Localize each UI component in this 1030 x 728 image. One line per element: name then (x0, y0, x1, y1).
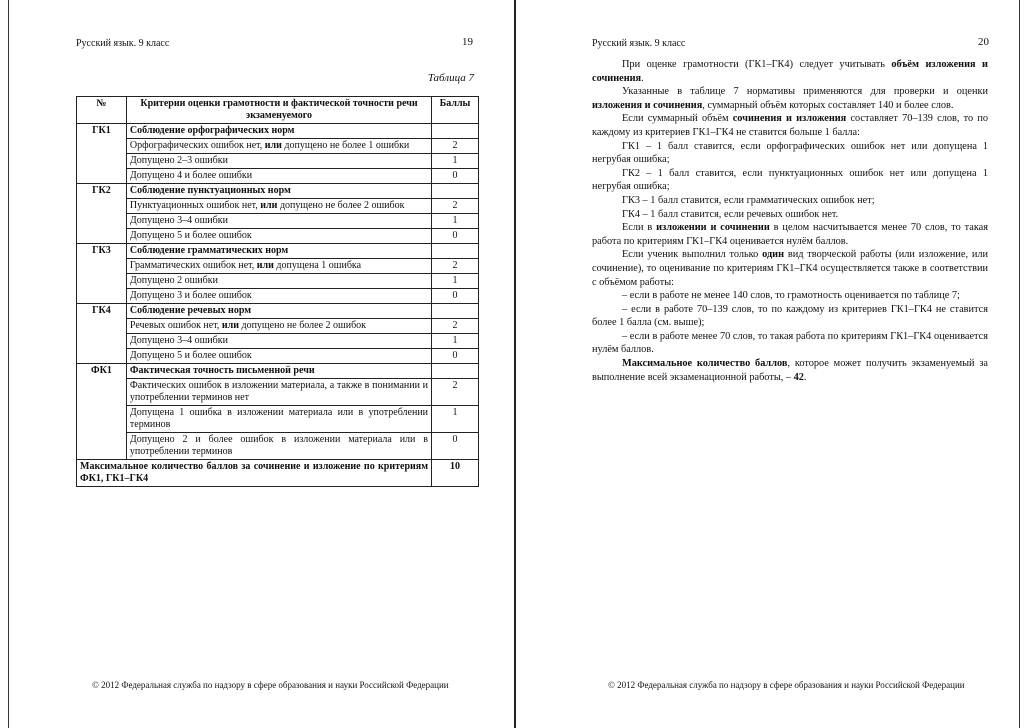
criterion-title: Соблюдение пунктуационных норм (126, 184, 431, 199)
criterion-description (126, 334, 431, 349)
score-cell: 0 (432, 349, 479, 364)
text: , которое может получить экзаменуемый за выполнение всей экзаменационной работы, – (592, 358, 989, 383)
text: Если ученик выполнил только (622, 249, 763, 261)
keyword: или (260, 200, 278, 211)
criterion-title: Соблюдение грамматических норм (126, 244, 431, 259)
score-cell: 1 (432, 406, 479, 433)
score-cell: 0 (432, 433, 479, 460)
paragraph (592, 58, 988, 85)
text: допущено не более 1 ошибки (281, 140, 410, 151)
criterion-row (77, 304, 479, 319)
criterion-code: ФК1 (77, 364, 127, 460)
table-row (77, 406, 479, 433)
total-score: 10 (432, 460, 479, 487)
criterion-row (77, 184, 479, 199)
score-cell: 1 (432, 334, 479, 349)
text: Орфографических ошибок нет, (129, 140, 265, 151)
text: допущено не более 2 ошибок (238, 320, 367, 331)
grading-notes (592, 58, 988, 384)
page-border (1019, 0, 1020, 728)
table-row (77, 433, 479, 460)
criterion-description (126, 139, 431, 154)
criterion-description (126, 154, 431, 169)
paragraph (592, 221, 988, 248)
score-cell: 2 (432, 139, 479, 154)
criterion-title: Фактическая точность письменной речи (126, 364, 431, 379)
criterion-row (77, 364, 479, 379)
empty-cell (432, 244, 479, 259)
criterion-description (126, 433, 431, 460)
criterion-description (126, 274, 431, 289)
score-cell: 1 (432, 214, 479, 229)
empty-cell (432, 304, 479, 319)
text: Допущено 4 и более ошибки (129, 170, 253, 181)
score-cell: 2 (432, 259, 479, 274)
table-row (77, 334, 479, 349)
table-row (77, 289, 479, 304)
paragraph (592, 112, 988, 139)
score-cell: 0 (432, 169, 479, 184)
paragraph (592, 85, 988, 112)
text: , суммарный объём которых составляет 140 и более слов. (702, 99, 954, 111)
col-header-criteria: Критерии оценки грамотности и фактической точности речи экзаменуемого (126, 97, 431, 124)
text: Фактических ошибок в изложении материала, а также в понимании и употреблении терминов нет (129, 380, 429, 403)
col-header-number: № (77, 97, 127, 124)
text: Грамматических ошибок нет, (129, 260, 257, 271)
text: Указанные в таблице 7 нормативы применяются для проверки и оценки (622, 86, 988, 98)
rule-gk4: ГК4 – 1 балл ставится, если речевых ошибок нет. (622, 208, 839, 220)
table-caption: Таблица 7 (427, 72, 474, 84)
page-border (8, 0, 9, 728)
score-cell: 0 (432, 289, 479, 304)
criterion-description (126, 229, 431, 244)
text: Допущено 3 и более ошибок (129, 290, 252, 301)
text: в целом насчитывается менее 70 слов, то такая работа по критериям ГК1–ГК4 оценивается нулём баллов. (592, 222, 988, 247)
text: Если суммарный объём (622, 113, 733, 125)
criterion-title: Соблюдение орфографических норм (126, 124, 431, 139)
rule-gk2: ГК2 – 1 балл ставится, если пунктуационных ошибок нет или допущена 1 негрубая ошибка; (592, 167, 988, 193)
left-page (0, 0, 514, 728)
empty-cell (432, 364, 479, 379)
table-row (77, 259, 479, 274)
list-item: – если в работе 70–139 слов, то по каждому из критериев ГК1–ГК4 не ставится более 1 балла (см. выше); (592, 303, 988, 329)
page-number: 20 (978, 36, 989, 48)
text: . (641, 72, 644, 84)
criterion-row (77, 244, 479, 259)
table-row (77, 274, 479, 289)
criterion-title: Соблюдение речевых норм (126, 304, 431, 319)
criterion-code: ГК3 (77, 244, 127, 304)
text: Допущено 2 и более ошибок в изложении материала или в употреблении терминов (129, 434, 429, 457)
emphasis: Максимальное количество баллов (622, 358, 788, 370)
table-row (77, 139, 479, 154)
page-number: 19 (462, 36, 473, 48)
emphasis: изложении и сочинении (656, 222, 770, 234)
score-cell: 2 (432, 379, 479, 406)
text: Допущено 2–3 ошибки (129, 155, 228, 166)
text: Речевых ошибок нет, (129, 320, 222, 331)
rule-gk3: ГК3 – 1 балл ставится, если грамматических ошибок нет; (622, 194, 875, 206)
criterion-code: ГК1 (77, 124, 127, 184)
text: допущено не более 2 ошибок (277, 200, 405, 211)
list-item: – если в работе менее 70 слов, то такая работа по критериям ГК1–ГК4 оценивается нулём баллов. (592, 330, 988, 356)
text: . (803, 371, 807, 383)
criterion-row (77, 124, 479, 139)
text: Если в (622, 222, 657, 234)
copyright-footer: © 2012 Федеральная служба по надзору в сфере образования и науки Российской Федерации (608, 680, 965, 690)
keyword: или (221, 320, 239, 331)
text: Допущено 2 ошибки (129, 275, 218, 286)
emphasis: объём изложения и сочинения (592, 59, 988, 84)
col-header-points: Баллы (432, 97, 479, 124)
text: вид творческой работы (или изложение, или сочинение), то оценивание по критериям ГК1–ГК4 осуществляется также в соответствии с объёмом работы: (592, 249, 989, 288)
running-header: Русский язык. 9 класс (592, 38, 686, 49)
criterion-description (126, 379, 431, 406)
text: составляет 70–139 слов, то по каждому из критериев ГК1–ГК4 не ставится больше 1 балла: (592, 113, 989, 138)
table-row (77, 319, 479, 334)
copyright-footer: © 2012 Федеральная служба по надзору в сфере образования и науки Российской Федерации (92, 680, 449, 690)
text: Допущена 1 ошибка в изложении материала или в употреблении терминов (129, 407, 429, 430)
criteria-table (76, 96, 479, 487)
criteria-table-body (77, 97, 479, 487)
score-cell: 2 (432, 199, 479, 214)
table-row (77, 214, 479, 229)
criterion-description (126, 289, 431, 304)
table-row (77, 229, 479, 244)
keyword: или (264, 140, 282, 151)
table-row (77, 379, 479, 406)
text: Допущено 3–4 ошибки (129, 215, 228, 226)
criterion-description (126, 199, 431, 214)
score-cell: 2 (432, 319, 479, 334)
score-cell: 1 (432, 154, 479, 169)
criterion-description (126, 259, 431, 274)
criterion-description (126, 349, 431, 364)
criterion-description (126, 214, 431, 229)
table-row (77, 199, 479, 214)
empty-cell (432, 184, 479, 199)
paragraph-max-score (592, 357, 988, 384)
text: При оценке грамотности (ГК1–ГК4) следует учитывать (622, 59, 892, 70)
text: Допущено 5 и более ошибок (129, 230, 252, 241)
criterion-description (126, 406, 431, 433)
criterion-description (126, 169, 431, 184)
emphasis: изложения и сочинения (592, 99, 703, 111)
score-cell: 0 (432, 229, 479, 244)
total-label: Максимальное количество баллов за сочинение и изложение по критериям ФК1, ГК1–ГК4 (77, 460, 432, 487)
table-row (77, 169, 479, 184)
keyword: или (256, 260, 274, 271)
empty-cell (432, 124, 479, 139)
text: Допущено 3–4 ошибки (129, 335, 228, 346)
text: допущена 1 ошибка (273, 260, 362, 271)
score-cell: 1 (432, 274, 479, 289)
table-header-row (77, 97, 479, 124)
table-row (77, 349, 479, 364)
max-score-value: 42 (793, 371, 804, 383)
list-item: – если в работе не менее 140 слов, то грамотность оценивается по таблице 7; (622, 290, 960, 302)
paragraph (592, 248, 988, 289)
running-header: Русский язык. 9 класс (76, 38, 170, 49)
emphasis: один (762, 249, 785, 261)
emphasis: сочинения и изложения (732, 113, 847, 125)
criterion-code: ГК4 (77, 304, 127, 364)
criterion-code: ГК2 (77, 184, 127, 244)
rule-gk1: ГК1 – 1 балл ставится, если орфографических ошибок нет или допущена 1 негрубая ошибка; (592, 140, 988, 166)
table-row (77, 154, 479, 169)
text: Пунктуационных ошибок нет, (129, 200, 261, 211)
text: Допущено 5 и более ошибок (129, 350, 252, 361)
total-row (77, 460, 479, 487)
criterion-description (126, 319, 431, 334)
